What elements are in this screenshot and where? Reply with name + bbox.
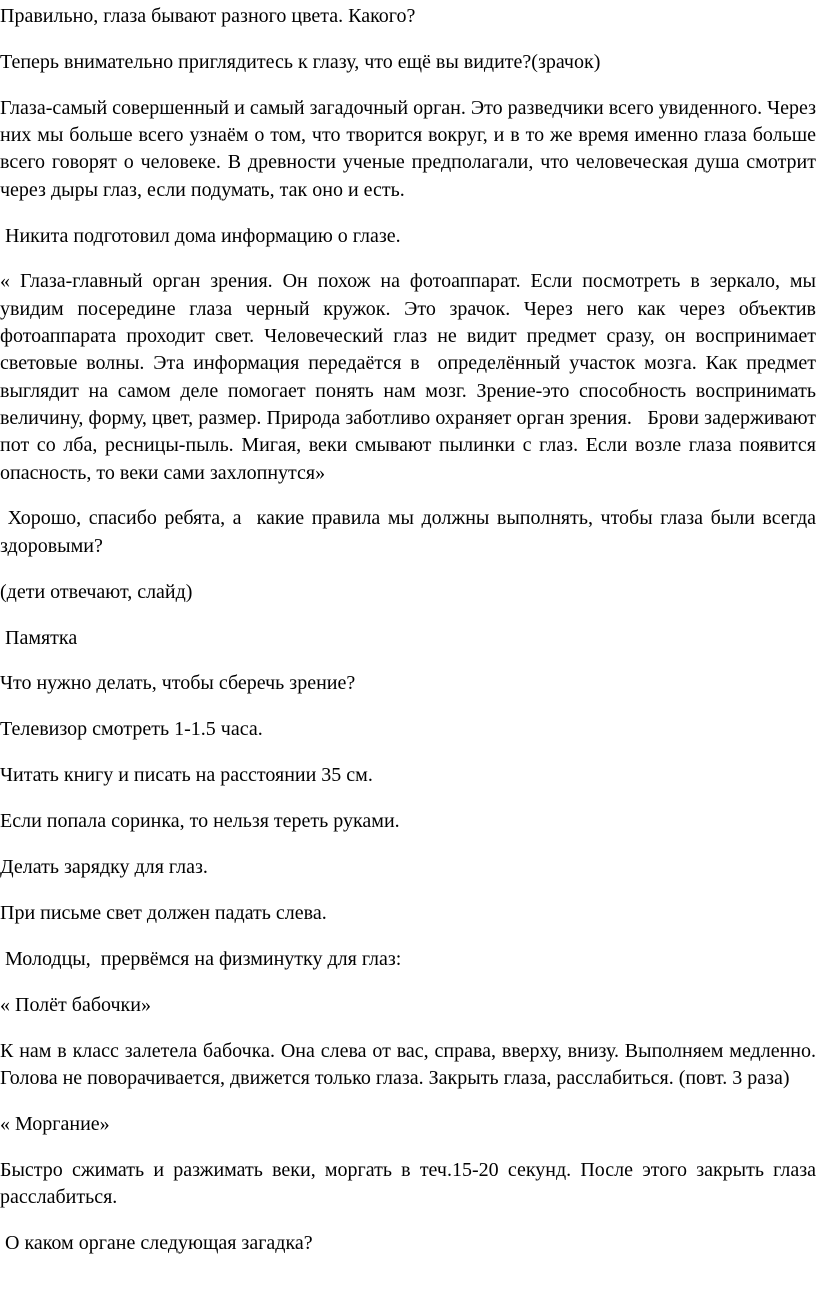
memo-item-speck: Если попала соринка, то нельзя тереть руками. — [0, 810, 400, 833]
paragraph-memo-title: Памятка — [0, 626, 78, 649]
paragraph-eye-colors: Правильно, глаза бывают разного цвета. Какого? — [0, 5, 416, 27]
paragraph-memo-question: Что нужно делать, чтобы сберечь зрение? — [0, 672, 356, 695]
paragraph-break: Молодцы, прервёмся на физминутку для глаз: — [0, 947, 402, 970]
paragraph-eye-info: « Глаза-главный орган зрения. Он похож на фотоаппарат. Если посмотреть в зеркало, мы увидим посередине глаза черный кружок. Это зрачок. Через него как через объектив фотоаппарата проходит свет. Человеческий глаз не видит предмет сразу, он воспринимает световые волны. Эта информация передаётся в определённый участок мозга. Как предмет выглядит на самом деле помогает понять нам мозг. Зрение-это способность воспринимать величину, форму, цвет, размер. Природа заботливо охраняет орган зрения. Брови задерживают пот со лба, ресницы-пыль. Мигая, веки смывают пылинки с глаз. Если возле глаза появится опасность, то веки сами захлопнутся» — [0, 270, 816, 484]
paragraph-pupil-question: Теперь внимательно приглядитесь к глазу, что ещё вы видите?(зрачок) — [0, 50, 601, 73]
paragraph-butterfly-text: К нам в класс залетела бабочка. Она слева от вас, справа, вверху, внизу. Выполняем медленно. Голова не поворачивается, движется только глаза. Закрыть глаза, расслабиться. (повт. 3 раза) — [0, 1039, 816, 1089]
paragraph-blinking-title: « Моргание» — [0, 1112, 110, 1135]
memo-item-light: При письме свет должен падать слева. — [0, 901, 327, 924]
memo-item-tv: Телевизор смотреть 1-1.5 часа. — [0, 718, 263, 741]
paragraph-eyes-intro: Глаза-самый совершенный и самый загадочный орган. Это разведчики всего увиденного. Через них мы больше всего узнаём о том, что творится вокруг, и в то же время именно глаза больше всего говорят о человеке. В древности ученые предполагали, что человеческая душа смотрит через дыры глаз, если подумать, так оно и есть. — [0, 96, 816, 201]
paragraph-butterfly-title: « Полёт бабочки» — [0, 993, 151, 1016]
paragraph-children-answer: (дети отвечают, слайд) — [0, 580, 193, 603]
memo-item-reading: Читать книгу и писать на расстоянии 35 см. — [0, 764, 373, 787]
memo-item-exercise: Делать зарядку для глаз. — [0, 855, 208, 878]
paragraph-rules-question: Хорошо, спасибо ребята, а какие правила мы должны выполнять, чтобы глаза были всегда здоровыми? — [0, 507, 816, 557]
paragraph-blinking-text: Быстро сжимать и разжимать веки, моргать в теч.15-20 секунд. После этого закрыть глаза расслабиться. — [0, 1158, 816, 1208]
paragraph-nikita: Никита подготовил дома информацию о глазе. — [0, 224, 401, 247]
paragraph-riddle-question: О каком органе следующая загадка? — [0, 1231, 313, 1254]
